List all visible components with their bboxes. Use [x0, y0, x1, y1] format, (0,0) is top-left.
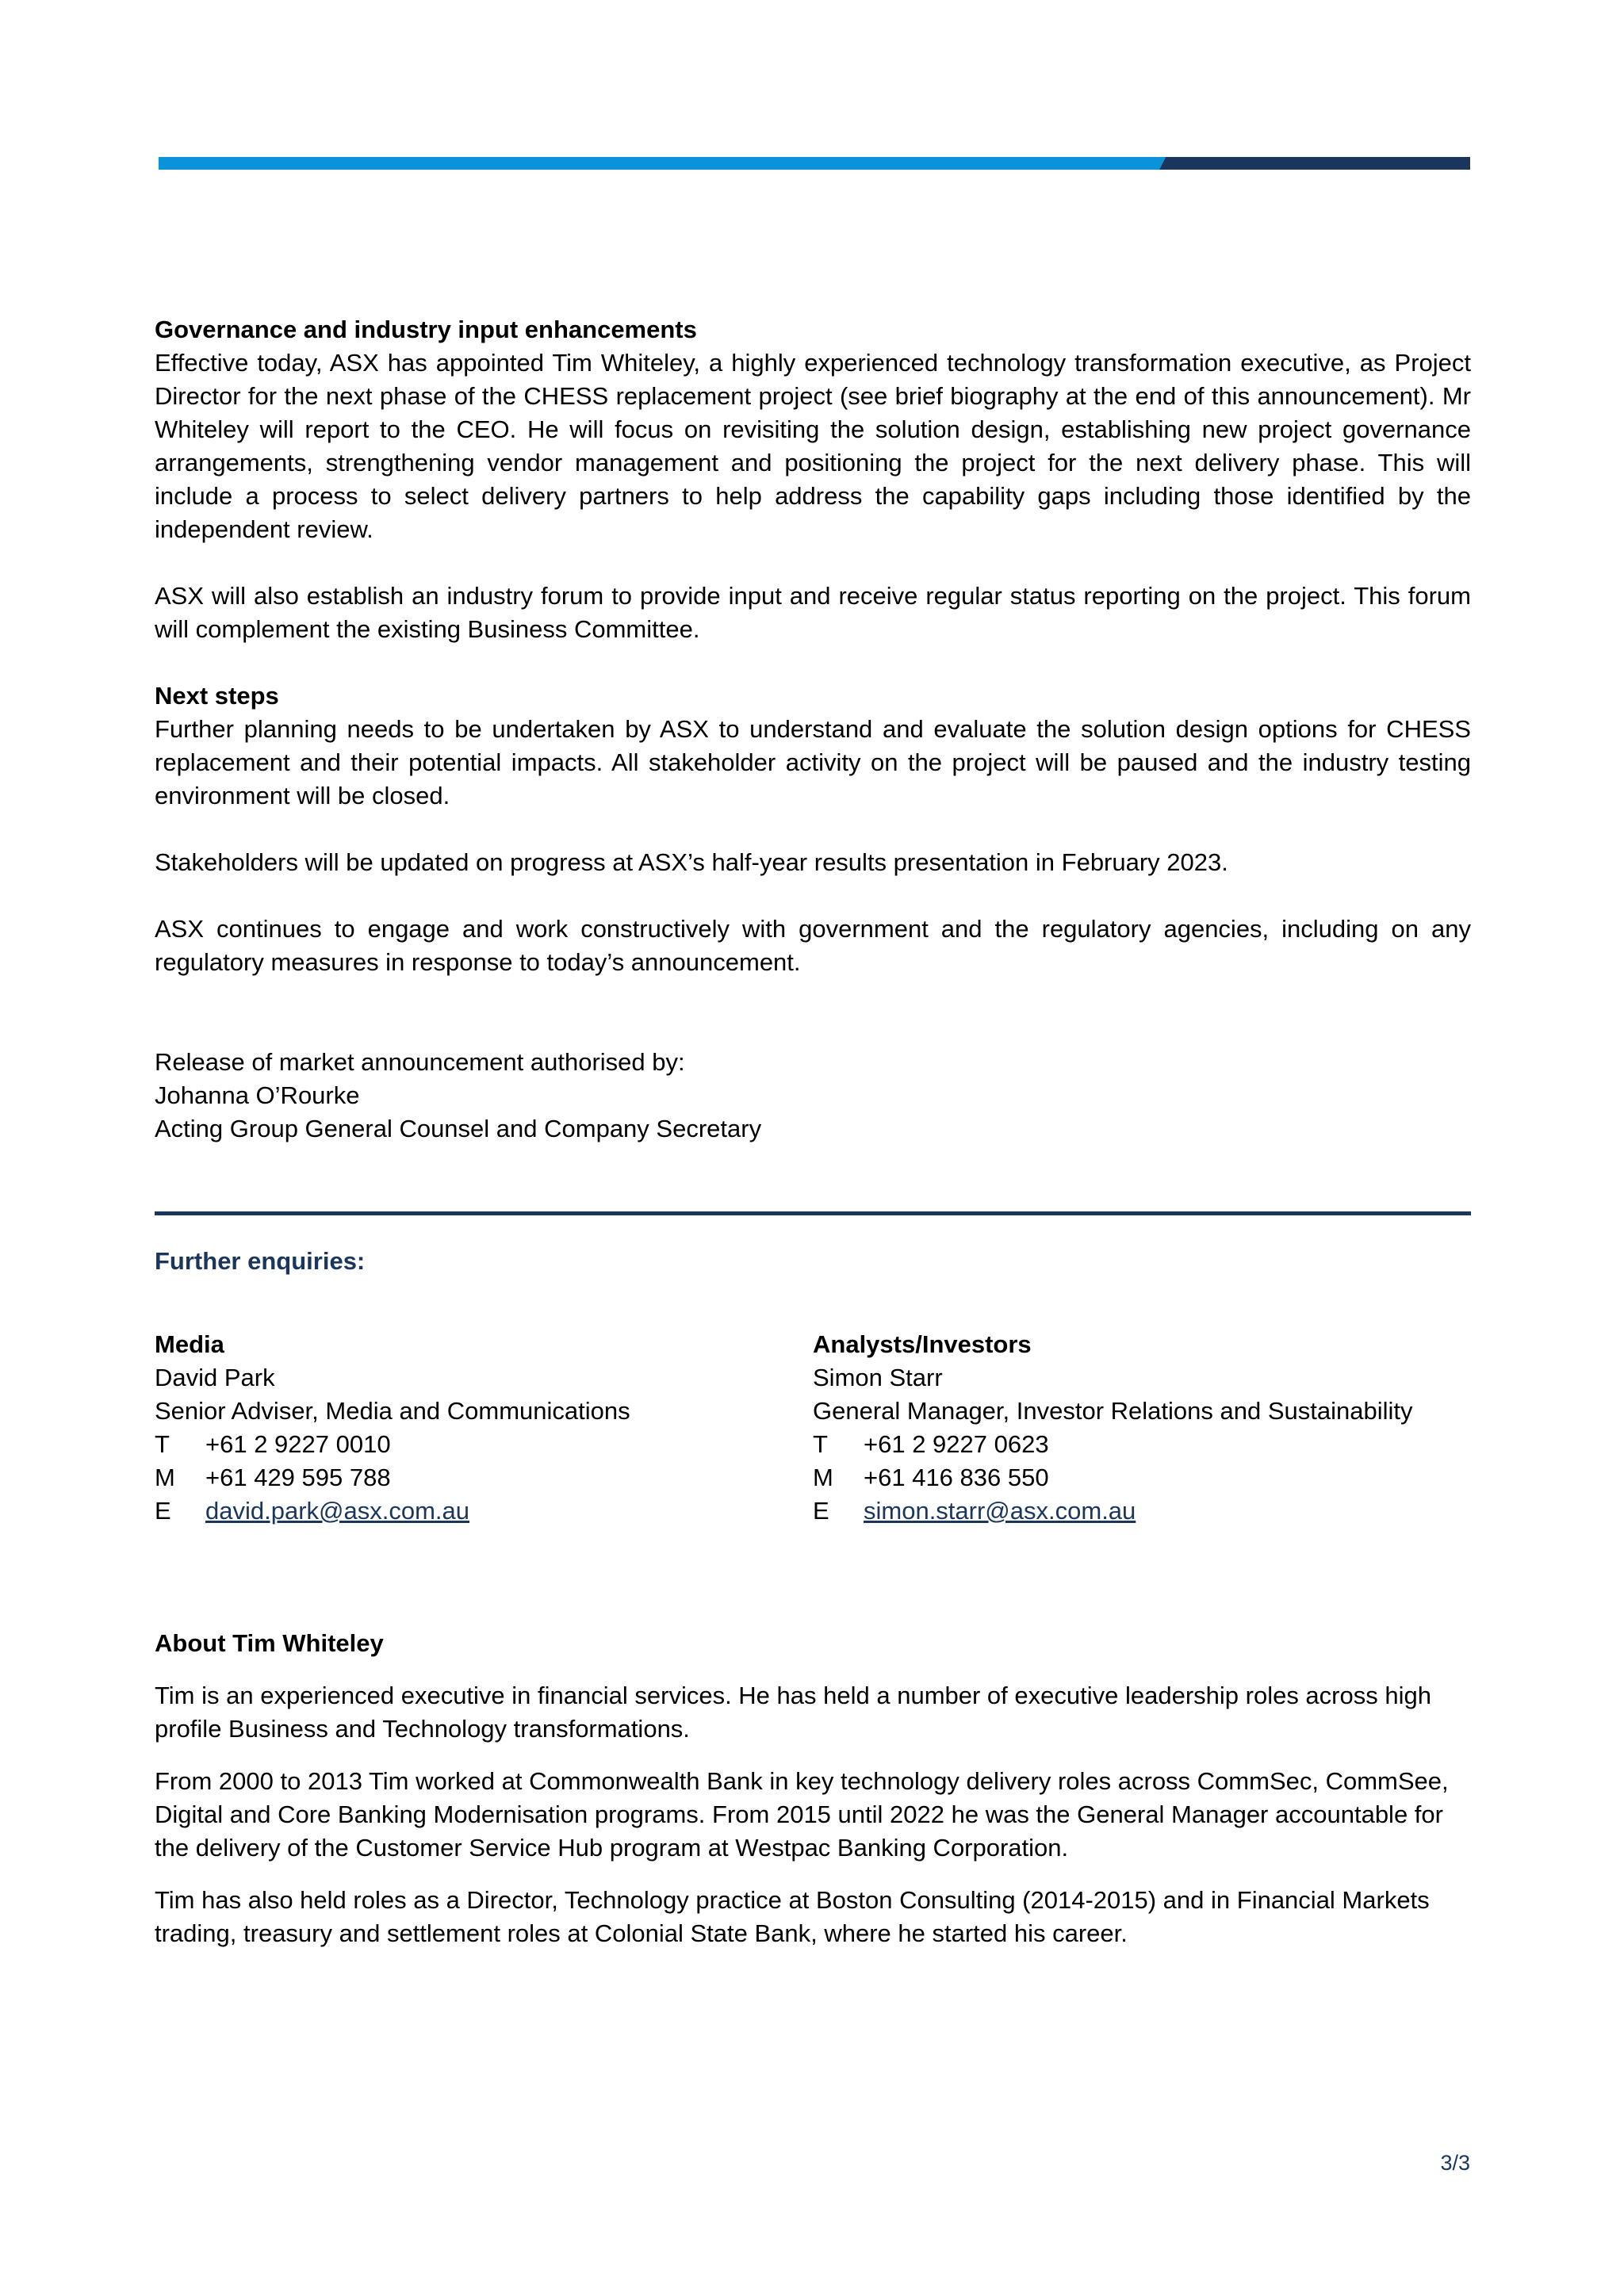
investors-contact-heading: Analysts/Investors — [813, 1330, 1032, 1358]
further-enquiries-title: Further enquiries: — [155, 1247, 366, 1275]
mobile-label: M — [155, 1464, 175, 1491]
section-divider — [155, 1211, 1471, 1215]
mobile-label: M — [813, 1464, 833, 1491]
investors-contact-name: Simon Starr — [813, 1364, 943, 1391]
media-contact-name: David Park — [155, 1364, 275, 1391]
about-paragraph-3: Tim has also held roles as a Director, Technology practice at Boston Consulting (2014-2015) and in Financial Markets trading, treasury and settlement roles at Colonial State Bank, where he started his career. — [155, 1886, 1430, 1947]
spacer — [155, 879, 1471, 913]
email-label: E — [155, 1497, 171, 1525]
email-label: E — [813, 1497, 829, 1525]
investors-mobile-row — [813, 1461, 1471, 1494]
spacer — [155, 546, 1471, 580]
spacer — [155, 646, 1471, 679]
media-phone-row — [155, 1428, 789, 1461]
investors-contact-role: General Manager, Investor Relations and Sustainability — [813, 1397, 1413, 1425]
header-accent-bar-graphic — [159, 157, 1470, 170]
section-heading-next-steps: Next steps — [155, 682, 279, 710]
phone-label: T — [813, 1430, 828, 1458]
next-steps-paragraph-1: Further planning needs to be undertaken by ASX to understand and evaluate the solution design options for CHESS replacement and their potential impacts. All stakeholder activity on the project will be paused and the industry testing environment will be closed. — [155, 715, 1471, 809]
investors-email-row — [813, 1494, 1471, 1528]
investors-phone-value: +61 2 9227 0623 — [864, 1430, 1049, 1458]
spacer — [155, 979, 1471, 1046]
page-number: 3/3 — [1440, 2151, 1470, 2175]
authorisation-line: Release of market announcement authorised by: — [155, 1048, 685, 1076]
media-email-row — [155, 1494, 789, 1528]
investors-email-link[interactable]: simon.starr@asx.com.au — [864, 1497, 1136, 1525]
governance-paragraph-1: Effective today, ASX has appointed Tim Whiteley, a highly experienced technology transformation executive, as Project Director for the next phase of the CHESS replacement project (see brief biography at the end of this announcement). Mr Whiteley will report to the CEO. He will focus on revisiting the solution design, establishing new project governance arrangements, strengthening vendor management and positioning the project for the next delivery phase. This will include a process to select delivery partners to help address the capability gaps including those identified by the independent review. — [155, 349, 1471, 543]
about-heading: About Tim Whiteley — [155, 1629, 384, 1657]
header-bar-light-segment — [159, 157, 1166, 170]
header-accent-bar — [159, 157, 1470, 170]
about-section — [155, 1627, 1471, 1969]
governance-paragraph-2: ASX will also establish an industry forum to provide input and receive regular status reporting on the project. This forum will complement the existing Business Committee. — [155, 582, 1471, 643]
media-phone-value: +61 2 9227 0010 — [205, 1430, 391, 1458]
media-email-link[interactable]: david.park@asx.com.au — [205, 1497, 470, 1525]
authoriser-title: Acting Group General Counsel and Company Secretary — [155, 1115, 762, 1142]
spacer — [155, 813, 1471, 846]
investors-mobile-value: +61 416 836 550 — [864, 1464, 1049, 1491]
next-steps-paragraph-2: Stakeholders will be updated on progress at ASX’s half-year results presentation in February 2023. — [155, 848, 1228, 876]
announcement-body — [155, 313, 1471, 1146]
section-heading-governance: Governance and industry input enhancements — [155, 316, 697, 343]
media-mobile-value: +61 429 595 788 — [205, 1464, 391, 1491]
media-contact-role: Senior Adviser, Media and Communications — [155, 1397, 630, 1425]
media-contact-heading: Media — [155, 1330, 224, 1358]
next-steps-paragraph-3: ASX continues to engage and work constructively with government and the regulatory agencies, including on any regulatory measures in response to today’s announcement. — [155, 915, 1471, 976]
authoriser-name: Johanna O’Rourke — [155, 1081, 360, 1109]
header-bar-dark-segment — [1159, 157, 1470, 170]
about-paragraph-1: Tim is an experienced executive in financial services. He has held a number of executive leadership roles across high profile Business and Technology transformations. — [155, 1682, 1431, 1743]
investors-contact — [813, 1328, 1471, 1528]
investors-phone-row — [813, 1428, 1471, 1461]
phone-label: T — [155, 1430, 170, 1458]
media-mobile-row — [155, 1461, 789, 1494]
about-paragraph-2: From 2000 to 2013 Tim worked at Commonwealth Bank in key technology delivery roles across CommSec, CommSee, Digital and Core Banking Modernisation programs. From 2015 until 2022 he was the General Manager accountable for the delivery of the Customer Service Hub program at Westpac Banking Corporation. — [155, 1767, 1449, 1862]
media-contact — [155, 1328, 789, 1528]
